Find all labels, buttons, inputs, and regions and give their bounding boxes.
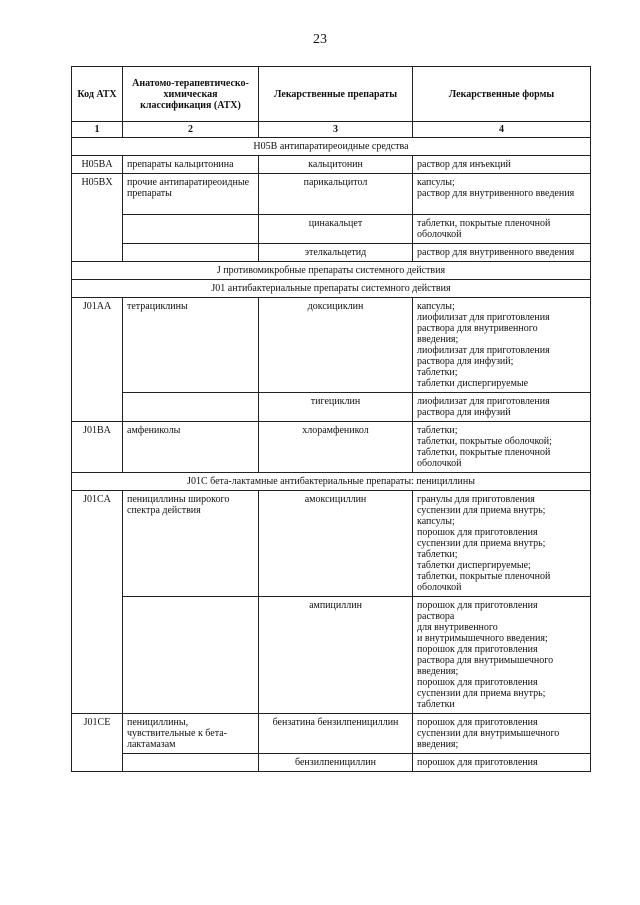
- drug-forms: [413, 174, 591, 215]
- atx-class: амфениколы: [123, 422, 259, 473]
- column-number: 1: [72, 122, 123, 138]
- atx-class-empty: [123, 754, 259, 772]
- atx-code: J01AA: [72, 298, 123, 422]
- group-heading-j01c: J01C бета-лактамные антибактериальные препараты: пенициллины: [72, 473, 591, 491]
- atx-class: тетрациклины: [123, 298, 259, 393]
- atx-class: пенициллины широкого спектра действия: [123, 491, 259, 597]
- page-number: 23: [313, 32, 327, 47]
- table-row: [72, 215, 591, 244]
- form-line: таблетки, покрытые оболочкой;: [417, 436, 552, 447]
- table-row: [72, 244, 591, 262]
- form-line: таблетки, покрытые пленочной: [417, 571, 551, 582]
- header-classification: Анатомо-терапевтическо-химическая классификация (АТХ): [123, 67, 259, 122]
- table-row: [72, 754, 591, 772]
- group-heading-h05b: H05B антипаратиреоидные средства: [72, 138, 591, 156]
- drug-forms: [413, 244, 591, 262]
- table-row: [72, 597, 591, 714]
- form-line: раствор для внутривенного введения: [417, 188, 575, 199]
- drug-name: бензилпенициллин: [259, 754, 413, 772]
- drug-forms: [413, 714, 591, 754]
- form-line: оболочкой: [417, 582, 462, 593]
- form-line: лиофилизат для приготовления: [417, 396, 550, 407]
- form-line: таблетки;: [417, 367, 458, 378]
- group-heading-j: J противомикробные препараты системного действия: [72, 262, 591, 280]
- column-number: 3: [259, 122, 413, 138]
- atx-class: препараты кальцитонина: [123, 156, 259, 174]
- form-line: таблетки диспергируемые;: [417, 560, 531, 571]
- group-row: [72, 262, 591, 280]
- form-line: таблетки;: [417, 425, 458, 436]
- form-line: таблетки, покрытые пленочной: [417, 447, 551, 458]
- drug-name: кальцитонин: [259, 156, 413, 174]
- form-line: оболочкой: [417, 458, 462, 469]
- atx-code: J01BA: [72, 422, 123, 473]
- drug-name: ампициллин: [259, 597, 413, 714]
- form-line: введения;: [417, 739, 459, 750]
- form-line: таблетки;: [417, 549, 458, 560]
- table-row: [72, 422, 591, 473]
- atx-class: пенициллины, чувствительные к бета-лактамазам: [123, 714, 259, 754]
- atx-code: H05BA: [72, 156, 123, 174]
- form-line: капсулы;: [417, 516, 455, 527]
- group-row: [72, 473, 591, 491]
- form-line: раствора для внутривенного: [417, 323, 538, 334]
- table-row: [72, 714, 591, 754]
- form-line: лиофилизат для приготовления: [417, 312, 550, 323]
- form-line: порошок для приготовления: [417, 527, 538, 538]
- drug-name: тигециклин: [259, 393, 413, 422]
- form-line: суспензии для приема внутрь;: [417, 505, 546, 516]
- form-line: таблетки диспергируемые: [417, 378, 529, 389]
- form-line: введения;: [417, 666, 459, 677]
- atx-class: прочие антипаратиреоидные препараты: [123, 174, 259, 215]
- drug-forms: [413, 422, 591, 473]
- table-row: [72, 298, 591, 393]
- form-line: для внутривенного: [417, 622, 498, 633]
- drug-name: доксициклин: [259, 298, 413, 393]
- form-line: порошок для приготовления: [417, 644, 538, 655]
- drug-name: парикальцитол: [259, 174, 413, 215]
- form-line: введения;: [417, 334, 459, 345]
- drug-name: амоксициллин: [259, 491, 413, 597]
- form-line: суспензии для приема внутрь;: [417, 538, 546, 549]
- table-row: [72, 491, 591, 597]
- form-line: капсулы;: [417, 301, 455, 312]
- drug-name: бензатина бензилпенициллин: [259, 714, 413, 754]
- atx-class-empty: [123, 244, 259, 262]
- form-line: таблетки, покрытые пленочной: [417, 218, 551, 229]
- form-line: капсулы;: [417, 177, 455, 188]
- form-line: таблетки: [417, 699, 455, 710]
- form-line: порошок для приготовления: [417, 600, 538, 611]
- header-drugs: Лекарственные препараты: [259, 67, 413, 122]
- drug-name: хлорамфеникол: [259, 422, 413, 473]
- form-line: раствор для инъекций: [417, 159, 511, 170]
- group-row: [72, 280, 591, 298]
- form-line: раствора для инфузий: [417, 407, 511, 418]
- drug-forms: [413, 393, 591, 422]
- form-line: и внутримышечного введения;: [417, 633, 548, 644]
- column-numbers-row: [72, 122, 591, 138]
- atx-class-empty: [123, 215, 259, 244]
- drug-name: этелкальцетид: [259, 244, 413, 262]
- drug-forms: [413, 597, 591, 714]
- header-code: Код АТХ: [72, 67, 123, 122]
- form-line: лиофилизат для приготовления: [417, 345, 550, 356]
- drug-forms: [413, 215, 591, 244]
- form-line: суспензии для внутримышечного: [417, 728, 560, 739]
- form-line: раствор для внутривенного введения: [417, 247, 575, 258]
- form-line: раствора: [417, 611, 455, 622]
- drug-forms: [413, 298, 591, 393]
- header-forms: Лекарственные формы: [413, 67, 591, 122]
- table-row: [72, 156, 591, 174]
- form-line: суспензии для приема внутрь;: [417, 688, 546, 699]
- atx-code: J01CA: [72, 491, 123, 714]
- atx-class-empty: [123, 597, 259, 714]
- table-row: [72, 174, 591, 215]
- form-line: оболочкой: [417, 229, 462, 240]
- table-row: [72, 393, 591, 422]
- form-line: порошок для приготовления: [417, 677, 538, 688]
- form-line: порошок для приготовления: [417, 717, 538, 728]
- form-line: гранулы для приготовления: [417, 494, 535, 505]
- atx-code: H05BX: [72, 174, 123, 262]
- form-line: порошок для приготовления: [417, 757, 538, 768]
- header-row: [72, 67, 591, 122]
- drug-name: цинакальцет: [259, 215, 413, 244]
- form-line: раствора для внутримышечного: [417, 655, 554, 666]
- column-number: 4: [413, 122, 591, 138]
- atx-class-empty: [123, 393, 259, 422]
- group-row: [72, 138, 591, 156]
- form-line: раствора для инфузий;: [417, 356, 514, 367]
- atx-code: J01CE: [72, 714, 123, 772]
- drug-forms: [413, 754, 591, 772]
- atx-table: [71, 66, 591, 772]
- drug-forms: [413, 491, 591, 597]
- drug-forms: [413, 156, 591, 174]
- group-heading-j01: J01 антибактериальные препараты системного действия: [72, 280, 591, 298]
- column-number: 2: [123, 122, 259, 138]
